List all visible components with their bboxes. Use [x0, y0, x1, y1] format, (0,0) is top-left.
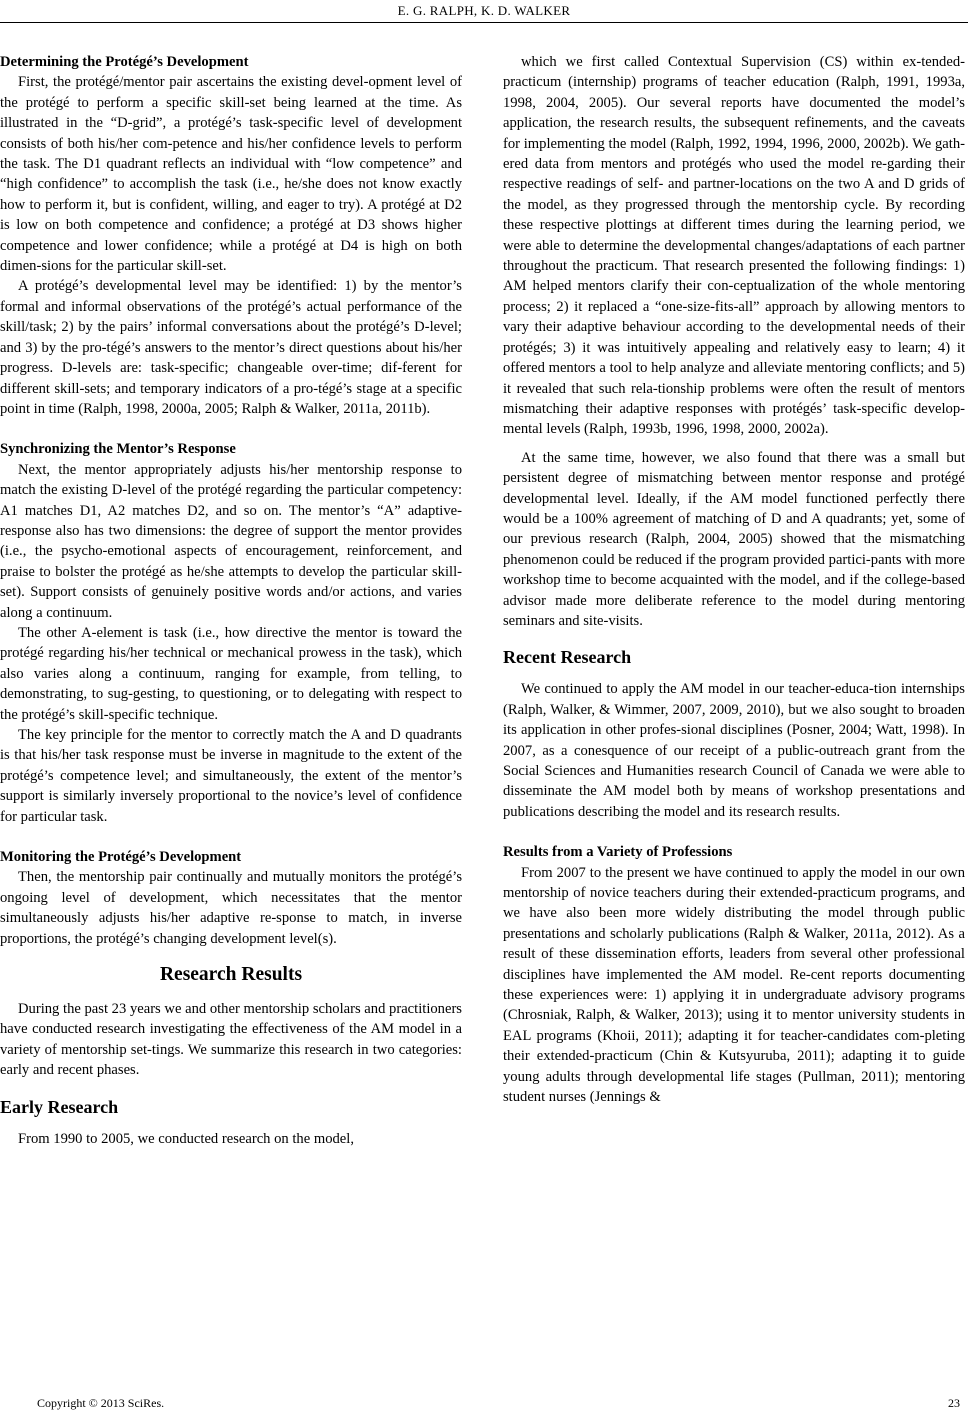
- copyright-text: Copyright © 2013 SciRes.: [37, 1396, 165, 1410]
- left-column: [0, 52, 462, 1149]
- heading-early-research: Early Research: [0, 1096, 119, 1117]
- paragraph: A protégé’s developmental level may be identified: 1) by the mentor’s formal and informal observations of the protégé’s actual performance of the skill/task; 2) by the pairs’ informal conversations about the protégé’s D-level; and 3) by the pro-tégé’s answers to the mentor’s direct questions about his/her progress. D-levels are: task-specific; changeable over-time; dif-ferent for different skill-sets; and temporary indicators of a pro-tégé’s stage at a specific point in time (Ralph, 1998, 2000a, 2005; Ralph & Walker, 2011a, 2011b).: [0, 278, 462, 417]
- paragraph: From 1990 to 2005, we conducted research on the model,: [18, 1130, 354, 1147]
- paragraph: which we first called Contextual Supervision (CS) within ex-tended-practicum (internship) programs of teacher education (Ralph, 1991, 1993a, 1998, 2004, 2005). Our several reports have documented the model’s application, the research results, the subsequent refinements, and the caveats for implementing the model (Ralph, 1992, 1994, 1996, 2000, 2002b). We gath-ered data from mentors and protégés who used the model re-garding their respective readings of self- and partner-locations on the two A and D grids of the model, as they progressed through the mentorship cycle. By recording these respective plottings at different times during the learning period, we were able to determine the developmental changes/adaptations of each partner throughout the practicum. That research presented the following findings: 1) AM helped mentors clarify their con-ceptualization of the whole mentoring process; 2) it replaced a “one-size-fits-all” approach by allowing mentors to vary their adaptive behaviour according to the developmental needs of their protégés; 3) it was intuitively appealing and relatively easy to learn; 4) it offered mentors a tool to help analyze and alleviate mentoring conflicts; and 5) it revealed that such rela-tionship problems were often the result of mentors mismatching their adaptive responses with protégés’ task-specific develop-mental levels (Ralph, 1993b, 1996, 1998, 2000, 2002a).: [503, 54, 965, 438]
- paragraph: First, the protégé/mentor pair ascertains the existing devel-opment level of the protégé to perform a specific skill-set being learned at the time. As illustrated in the “D-grid”, a protégé’s task-specific level of development consists of both his/her com-petence and his/her confidence levels to perform the task. The D1 quadrant reflects an individual with “low competence” and “high confidence” to accomplish the task (i.e., he/she does not know exactly how to perform it, but is confident, willing, and eager to try). A protégé at D2 is low on both competence and confidence; a protégé at D3 shows higher competence and lower confidence; while a protégé at D4 is high on both dimen-sions for the particular skill-set.: [0, 74, 462, 275]
- paragraph: The key principle for the mentor to correctly match the A and D quadrants is that his/her task response must be inverse in magnitude to the extent of the protégé’s competence level; and simultaneously, the extent of the mentor’s support is similarly inversely proportional to the novice’s level of confidence for particular task.: [0, 727, 462, 825]
- paragraph: The other A-element is task (i.e., how directive the mentor is toward the protégé regarding his/her technical or mechanical prowess in the task), which also varies along a continuum, ranging for example, from telling, to demonstrating, to sug-gesting, to questioning, or to delegating with respect to the protégé’s skill-specific technique.: [0, 624, 462, 723]
- heading-recent-research: Recent Research: [503, 647, 632, 668]
- heading-results-professions: Results from a Variety of Professions: [503, 844, 733, 861]
- paragraph: During the past 23 years we and other mentorship scholars and practitioners have conducted research investigating the effectiveness of the AM model in a variety of mentorship set-tings. We summarize this research in two categories: early and recent phases.: [0, 1001, 462, 1079]
- paragraph: We continued to apply the AM model in our teacher-educa-tion internships (Ralph, Walker, & Wimmer, 2007, 2009, 2010), but we also sought to broaden its application in other profes-sional disciplines (Posner, 2004; Watt, 1998). In 2007, as a conesquence of our receipt of a public-outreach grant from the Social Sciences and Humanities research Council of Canada we were able to disseminate the AM model both by means of workshop presentations and publications describing the model and its research results.: [503, 681, 965, 820]
- heading-research-results: Research Results: [159, 964, 303, 986]
- header-rule: [0, 22, 968, 23]
- paragraph: Next, the mentor appropriately adjusts his/her mentorship response to match the existing D-level of the protégé regarding the particular competency: A1 matches D1, A2 matches D2, and so on. The mentor’s “A” adaptive-response also has two dimensions: the degree of support the mentor provides (i.e., the psycho-emotional aspects of encouragement, reinforcement, and praise to bolster the protégé as he/she attempts to develop the particular skill-set). Support consists of genuinely positive words and/or actions, and varies along a continuum.: [0, 461, 462, 621]
- paragraph: Then, the mentorship pair continually and mutually monitors the protégé’s ongoing level of development, which necessitates that the mentor simultaneously adjusts his/her adaptive re-sponse to match, in inverse proportions, the protégé’s changing development level(s).: [0, 869, 462, 947]
- heading-monitoring: Monitoring the Protégé’s Development: [0, 849, 242, 866]
- right-column: [503, 52, 965, 1108]
- heading-determining: Determining the Protégé’s Development: [0, 54, 249, 70]
- heading-synchronizing: Synchronizing the Mentor’s Response: [0, 441, 236, 458]
- paragraph: At the same time, however, we also found that there was a small but persistent degree of mismatching between mentor response and protégé developmental level. Ideally, if the AM model functioned perfectly there would be a 100% agreement of matching of D and A quadrants; yet, some of our previous research (Ralph, 2004, 2005) showed that the mismatching phenomenon could be reduced if the program provided partici-pants with more workshop time to become acquainted with the model, and if the college-based advisor made more deliberate reference to the model during mentoring seminars and site-visits.: [503, 449, 965, 629]
- paragraph: From 2007 to the present we have continued to apply the model in our own mentorship of novice teachers during their extended-practicum programs, and we have also been more widely distributing the model through public presentations and scholarly publications (Ralph & Walker, 2011a, 2012). As a result of these dissemination efforts, leaders from several other professional disciplines have implemented the AM model. Re-cent reports documenting these experiences were: 1) applying it in undergraduate advisory programs (Chrosniak, Ralph, & Walker, 2013); using it to mentor university students in EAL programs (Khoii, 2011); adapting it for teacher-candidates com-pleting their extended-practicum (Chin & Kutsyuruba, 2011); adapting it to guide young adults through developmental life stages (Pullman, 2011); mentoring student nurses (Jennings &: [503, 864, 965, 1106]
- page-number: 23: [948, 1396, 960, 1410]
- running-head: E. G. RALPH, K. D. WALKER: [397, 3, 571, 18]
